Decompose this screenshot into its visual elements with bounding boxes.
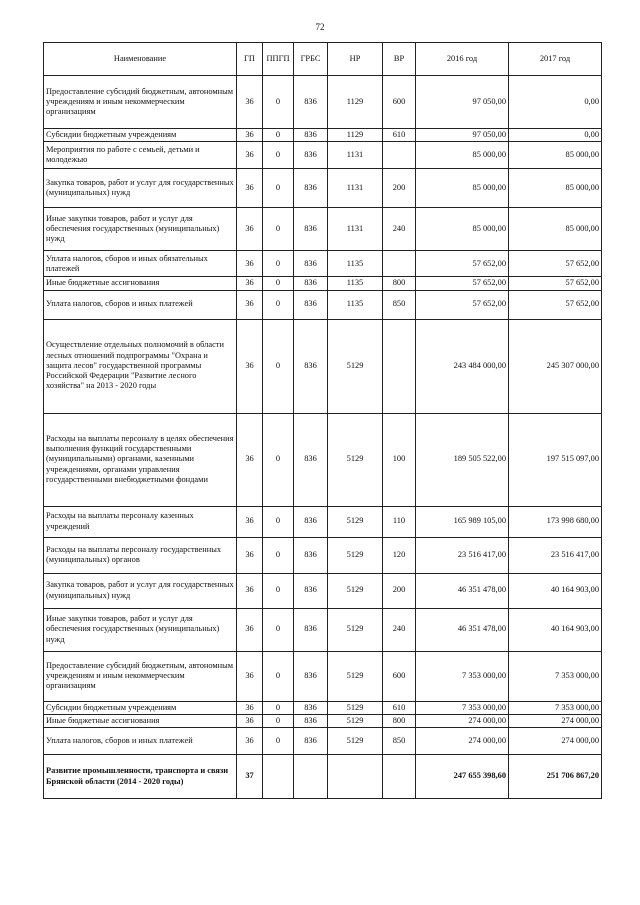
cell-grbs: 836 bbox=[294, 76, 328, 129]
cell-2016: 46 351 478,00 bbox=[416, 573, 509, 608]
cell-2017: 7 353 000,00 bbox=[509, 701, 602, 714]
cell-vr: 110 bbox=[383, 506, 416, 537]
cell-2016: 57 652,00 bbox=[416, 290, 509, 319]
cell-2017: 23 516 417,00 bbox=[509, 537, 602, 573]
table-row bbox=[44, 142, 602, 169]
cell-2017: 85 000,00 bbox=[509, 208, 602, 251]
cell-2016: 23 516 417,00 bbox=[416, 537, 509, 573]
cell-ppgp: 0 bbox=[263, 251, 294, 277]
cell-vr: 100 bbox=[383, 413, 416, 506]
table-row bbox=[44, 290, 602, 319]
cell-gp: 36 bbox=[237, 319, 263, 413]
cell-gp: 36 bbox=[237, 573, 263, 608]
cell-gp: 36 bbox=[237, 290, 263, 319]
cell-name: Расходы на выплаты персоналу государственных (муниципальных) органов bbox=[44, 537, 237, 573]
cell-name: Предоставление субсидий бюджетным, автономным учреждениям и иным некоммерческим организациям bbox=[44, 76, 237, 129]
cell-ppgp: 0 bbox=[263, 319, 294, 413]
cell-grbs: 836 bbox=[294, 728, 328, 755]
cell-vr: 610 bbox=[383, 701, 416, 714]
cell-vr: 850 bbox=[383, 728, 416, 755]
header-2017: 2017 год bbox=[509, 43, 602, 76]
cell-name: Уплата налогов, сборов и иных платежей bbox=[44, 290, 237, 319]
cell-grbs: 836 bbox=[294, 129, 328, 142]
cell-gp: 36 bbox=[237, 728, 263, 755]
cell-nr: 5129 bbox=[328, 728, 383, 755]
cell-name: Расходы на выплаты персоналу в целях обеспечения выполнения функций государственными (муниципальными) органами, казенными учреждениями, органами управления государственными внебюджетными фондами bbox=[44, 413, 237, 506]
table-row bbox=[44, 728, 602, 755]
cell-vr: 800 bbox=[383, 714, 416, 727]
cell-vr: 600 bbox=[383, 76, 416, 129]
table-row bbox=[44, 76, 602, 129]
cell-vr: 600 bbox=[383, 651, 416, 701]
cell-gp: 36 bbox=[237, 76, 263, 129]
cell-nr: 1135 bbox=[328, 277, 383, 290]
table-body bbox=[44, 76, 602, 799]
cell-grbs: 836 bbox=[294, 573, 328, 608]
cell-name: Субсидии бюджетным учреждениям bbox=[44, 701, 237, 714]
cell-ppgp: 0 bbox=[263, 208, 294, 251]
cell-2017: 173 998 680,00 bbox=[509, 506, 602, 537]
budget-table bbox=[43, 42, 602, 799]
cell-gp: 36 bbox=[237, 129, 263, 142]
cell-nr: 5129 bbox=[328, 714, 383, 727]
cell-vr: 240 bbox=[383, 608, 416, 651]
cell-nr: 5129 bbox=[328, 413, 383, 506]
cell-grbs: 836 bbox=[294, 277, 328, 290]
cell-gp: 37 bbox=[237, 755, 263, 799]
cell-grbs: 836 bbox=[294, 251, 328, 277]
cell-grbs: 836 bbox=[294, 169, 328, 208]
table-header-row bbox=[44, 43, 602, 76]
cell-name: Осуществление отдельных полномочий в области лесных отношений подпрограммы "Охрана и защита лесов" государственной программы Российской Федерации "Развитие лесного хозяйства" на 2013 - 2020 годы bbox=[44, 319, 237, 413]
cell-2016: 85 000,00 bbox=[416, 142, 509, 169]
cell-nr: 5129 bbox=[328, 701, 383, 714]
cell-gp: 36 bbox=[237, 413, 263, 506]
cell-2017: 57 652,00 bbox=[509, 277, 602, 290]
cell-nr: 1135 bbox=[328, 251, 383, 277]
cell-2016: 243 484 000,00 bbox=[416, 319, 509, 413]
table-row bbox=[44, 608, 602, 651]
cell-2016: 165 989 105,00 bbox=[416, 506, 509, 537]
cell-name: Субсидии бюджетным учреждениям bbox=[44, 129, 237, 142]
page-number: 72 bbox=[315, 22, 325, 32]
cell-2017: 7 353 000,00 bbox=[509, 651, 602, 701]
cell-grbs: 836 bbox=[294, 714, 328, 727]
cell-ppgp: 0 bbox=[263, 142, 294, 169]
cell-nr: 1131 bbox=[328, 208, 383, 251]
cell-ppgp: 0 bbox=[263, 413, 294, 506]
cell-name: Мероприятия по работе с семьей, детьми и молодежью bbox=[44, 142, 237, 169]
cell-2016: 85 000,00 bbox=[416, 208, 509, 251]
cell-2016: 274 000,00 bbox=[416, 728, 509, 755]
cell-grbs: 836 bbox=[294, 319, 328, 413]
table-row bbox=[44, 537, 602, 573]
cell-nr: 5129 bbox=[328, 573, 383, 608]
cell-vr bbox=[383, 319, 416, 413]
cell-ppgp: 0 bbox=[263, 608, 294, 651]
cell-nr: 1135 bbox=[328, 290, 383, 319]
cell-2016: 7 353 000,00 bbox=[416, 701, 509, 714]
cell-2017: 57 652,00 bbox=[509, 290, 602, 319]
cell-2016: 57 652,00 bbox=[416, 251, 509, 277]
table-row bbox=[44, 701, 602, 714]
table-row bbox=[44, 319, 602, 413]
cell-2017: 274 000,00 bbox=[509, 728, 602, 755]
cell-ppgp: 0 bbox=[263, 169, 294, 208]
cell-nr: 5129 bbox=[328, 651, 383, 701]
cell-gp: 36 bbox=[237, 277, 263, 290]
header-2016: 2016 год bbox=[416, 43, 509, 76]
cell-nr: 1129 bbox=[328, 129, 383, 142]
cell-grbs: 836 bbox=[294, 142, 328, 169]
cell-2017: 0,00 bbox=[509, 129, 602, 142]
cell-2016: 85 000,00 bbox=[416, 169, 509, 208]
cell-name: Уплата налогов, сборов и иных платежей bbox=[44, 728, 237, 755]
cell-ppgp: 0 bbox=[263, 290, 294, 319]
cell-ppgp: 0 bbox=[263, 537, 294, 573]
cell-2017: 85 000,00 bbox=[509, 169, 602, 208]
header-vr: ВР bbox=[383, 43, 416, 76]
cell-ppgp: 0 bbox=[263, 129, 294, 142]
cell-grbs bbox=[294, 755, 328, 799]
cell-grbs: 836 bbox=[294, 506, 328, 537]
cell-2016: 274 000,00 bbox=[416, 714, 509, 727]
header-name: Наименование bbox=[44, 43, 237, 76]
cell-2016: 189 505 522,00 bbox=[416, 413, 509, 506]
cell-ppgp: 0 bbox=[263, 76, 294, 129]
cell-grbs: 836 bbox=[294, 537, 328, 573]
cell-ppgp: 0 bbox=[263, 651, 294, 701]
cell-vr: 200 bbox=[383, 573, 416, 608]
cell-gp: 36 bbox=[237, 251, 263, 277]
cell-gp: 36 bbox=[237, 208, 263, 251]
cell-nr: 1131 bbox=[328, 169, 383, 208]
table-row bbox=[44, 573, 602, 608]
cell-name: Иные бюджетные ассигнования bbox=[44, 277, 237, 290]
cell-name: Уплата налогов, сборов и иных обязательных платежей bbox=[44, 251, 237, 277]
cell-vr: 850 bbox=[383, 290, 416, 319]
cell-nr: 5129 bbox=[328, 537, 383, 573]
cell-name: Развитие промышленности, транспорта и связи Брянской области (2014 - 2020 годы) bbox=[44, 755, 237, 799]
header-grbs: ГРБС bbox=[294, 43, 328, 76]
cell-nr: 5129 bbox=[328, 319, 383, 413]
table-row bbox=[44, 277, 602, 290]
table-row bbox=[44, 251, 602, 277]
table-row bbox=[44, 651, 602, 701]
cell-grbs: 836 bbox=[294, 701, 328, 714]
cell-gp: 36 bbox=[237, 142, 263, 169]
cell-nr: 1129 bbox=[328, 76, 383, 129]
cell-nr: 1131 bbox=[328, 142, 383, 169]
cell-2017: 251 706 867,20 bbox=[509, 755, 602, 799]
cell-2017: 85 000,00 bbox=[509, 142, 602, 169]
cell-gp: 36 bbox=[237, 701, 263, 714]
cell-2017: 40 164 903,00 bbox=[509, 608, 602, 651]
cell-nr: 5129 bbox=[328, 608, 383, 651]
table-row bbox=[44, 129, 602, 142]
cell-nr bbox=[328, 755, 383, 799]
cell-vr: 800 bbox=[383, 277, 416, 290]
cell-vr bbox=[383, 142, 416, 169]
cell-name: Закупка товаров, работ и услуг для государственных (муниципальных) нужд bbox=[44, 573, 237, 608]
cell-name: Иные закупки товаров, работ и услуг для обеспечения государственных (муниципальных) нужд bbox=[44, 208, 237, 251]
cell-gp: 36 bbox=[237, 506, 263, 537]
cell-name: Иные закупки товаров, работ и услуг для обеспечения государственных (муниципальных) нужд bbox=[44, 608, 237, 651]
header-gp: ГП bbox=[237, 43, 263, 76]
cell-2016: 97 050,00 bbox=[416, 129, 509, 142]
cell-ppgp: 0 bbox=[263, 714, 294, 727]
header-ppgp: ППГП bbox=[263, 43, 294, 76]
cell-grbs: 836 bbox=[294, 413, 328, 506]
cell-ppgp: 0 bbox=[263, 728, 294, 755]
cell-vr: 610 bbox=[383, 129, 416, 142]
header-nr: НР bbox=[328, 43, 383, 76]
cell-vr bbox=[383, 755, 416, 799]
table-row bbox=[44, 208, 602, 251]
cell-grbs: 836 bbox=[294, 290, 328, 319]
cell-ppgp: 0 bbox=[263, 506, 294, 537]
cell-grbs: 836 bbox=[294, 608, 328, 651]
table-row bbox=[44, 755, 602, 799]
cell-ppgp: 0 bbox=[263, 701, 294, 714]
cell-2017: 0,00 bbox=[509, 76, 602, 129]
cell-2016: 247 655 398,60 bbox=[416, 755, 509, 799]
table-row bbox=[44, 413, 602, 506]
cell-grbs: 836 bbox=[294, 651, 328, 701]
cell-vr bbox=[383, 251, 416, 277]
cell-2017: 40 164 903,00 bbox=[509, 573, 602, 608]
cell-grbs: 836 bbox=[294, 208, 328, 251]
cell-vr: 200 bbox=[383, 169, 416, 208]
cell-gp: 36 bbox=[237, 714, 263, 727]
cell-ppgp bbox=[263, 755, 294, 799]
table-row bbox=[44, 169, 602, 208]
cell-2016: 46 351 478,00 bbox=[416, 608, 509, 651]
cell-gp: 36 bbox=[237, 169, 263, 208]
cell-2016: 7 353 000,00 bbox=[416, 651, 509, 701]
cell-nr: 5129 bbox=[328, 506, 383, 537]
cell-gp: 36 bbox=[237, 537, 263, 573]
cell-name: Иные бюджетные ассигнования bbox=[44, 714, 237, 727]
cell-name: Закупка товаров, работ и услуг для государственных (муниципальных) нужд bbox=[44, 169, 237, 208]
cell-ppgp: 0 bbox=[263, 277, 294, 290]
cell-gp: 36 bbox=[237, 651, 263, 701]
cell-2016: 97 050,00 bbox=[416, 76, 509, 129]
cell-name: Расходы на выплаты персоналу казенных учреждений bbox=[44, 506, 237, 537]
cell-gp: 36 bbox=[237, 608, 263, 651]
cell-vr: 240 bbox=[383, 208, 416, 251]
cell-ppgp: 0 bbox=[263, 573, 294, 608]
cell-2017: 274 000,00 bbox=[509, 714, 602, 727]
cell-vr: 120 bbox=[383, 537, 416, 573]
cell-2017: 57 652,00 bbox=[509, 251, 602, 277]
table-row bbox=[44, 714, 602, 727]
cell-2017: 245 307 000,00 bbox=[509, 319, 602, 413]
cell-name: Предоставление субсидий бюджетным, автономным учреждениям и иным некоммерческим организациям bbox=[44, 651, 237, 701]
cell-2017: 197 515 097,00 bbox=[509, 413, 602, 506]
table-row bbox=[44, 506, 602, 537]
cell-2016: 57 652,00 bbox=[416, 277, 509, 290]
